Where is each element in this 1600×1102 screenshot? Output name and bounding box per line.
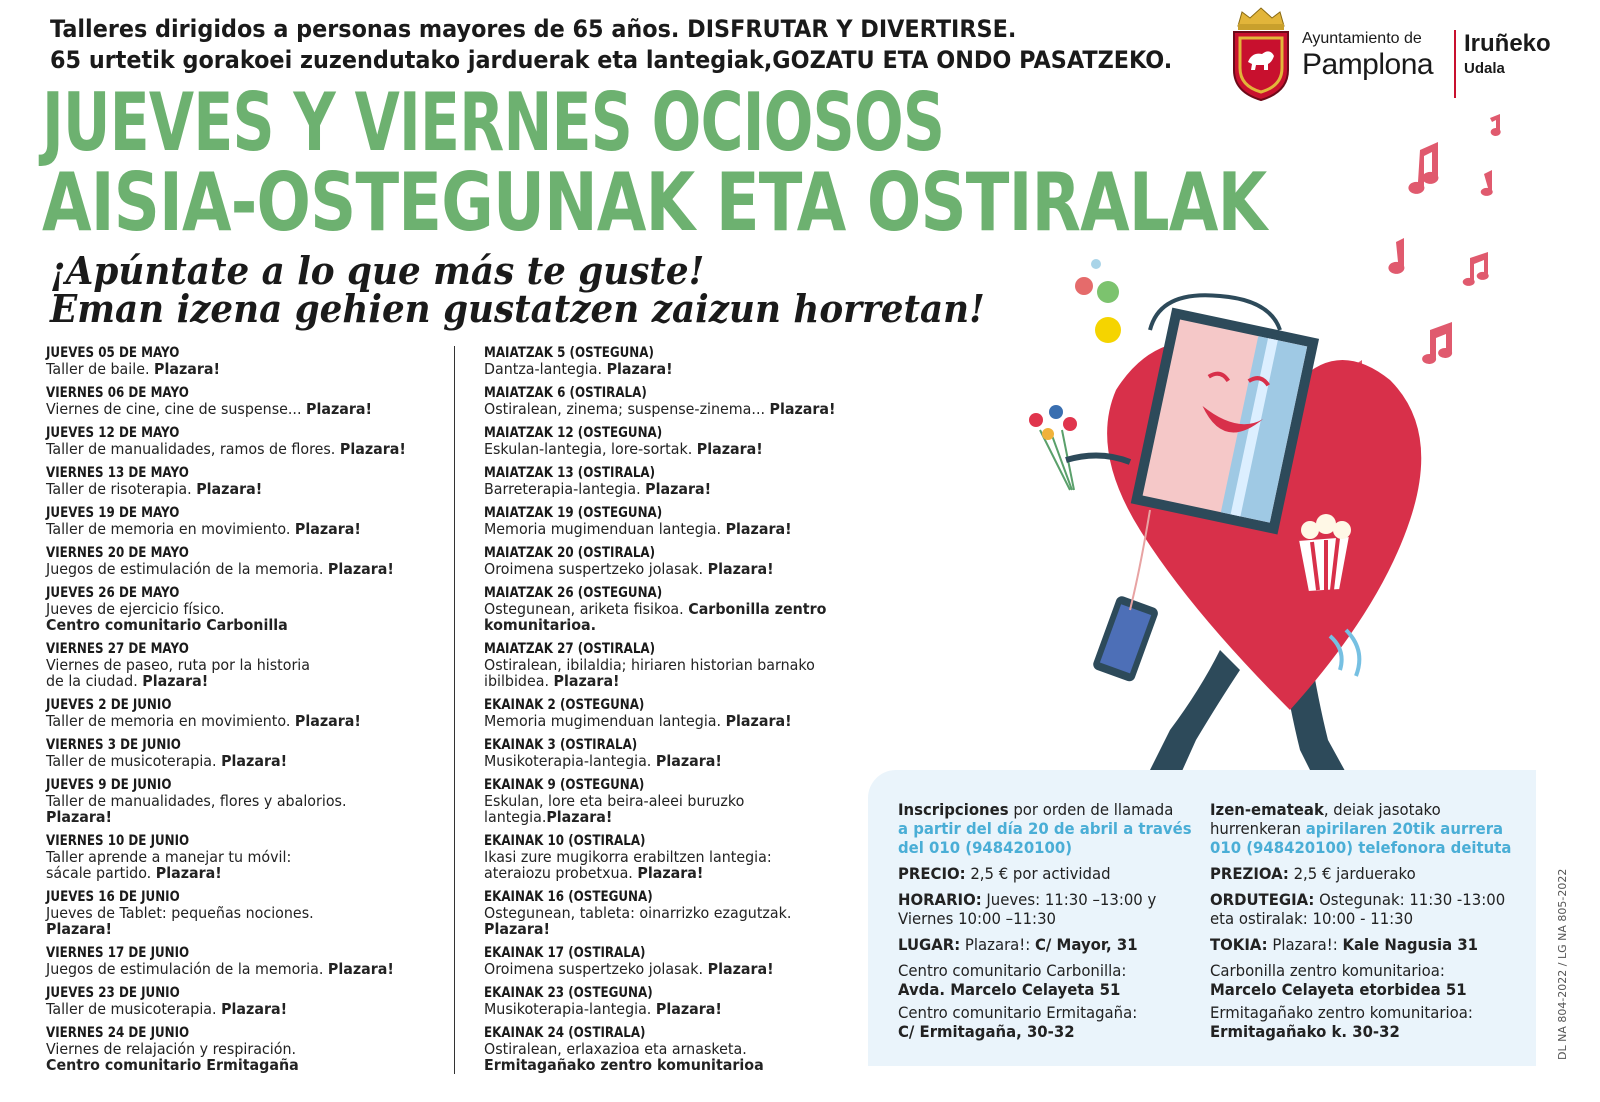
event-place: Plazara! (553, 672, 620, 690)
event-item (46, 346, 446, 386)
center-2-name: Centro comunitario Ermitagaña: (898, 1003, 1138, 1022)
place-label: LUGAR: (898, 935, 961, 954)
event-date: EKAINAK 24 (OSTIRALA) (484, 1025, 646, 1041)
event-item (484, 1026, 884, 1082)
event-date: EKAINAK 9 (OSTEGUNA) (484, 777, 645, 793)
event-description: Taller de manualidades, ramos de flores. Plazara! (46, 440, 406, 458)
event-item (46, 506, 446, 546)
event-description: Taller de musicoterapia. Plazara! (46, 752, 288, 770)
event-description: ateraiozu probetxua. Plazara! (484, 864, 704, 882)
insc-label: Inscripciones (898, 800, 1009, 819)
event-description: Musikoterapia-lantegia. Plazara! (484, 1000, 722, 1018)
main-title-es: JUEVES Y VIERNES OCIOSOS (42, 76, 945, 169)
event-description: Memoria mugimenduan lantegia. Plazara! (484, 520, 792, 538)
phone-icon (1092, 595, 1160, 683)
event-place: Plazara! (655, 1000, 722, 1018)
event-date: JUEVES 19 DE MAYO (46, 505, 180, 521)
event-item (46, 426, 446, 466)
center-2-address: C/ Ermitagaña, 30-32 (898, 1022, 1075, 1041)
event-date: VIERNES 17 DE JUNIO (46, 945, 190, 961)
event-place: Plazara! (484, 920, 551, 938)
schedule-label: ORDUTEGIA: (1210, 890, 1315, 909)
event-place: Carbonilla zentro (688, 600, 827, 618)
event-item (484, 426, 884, 466)
event-date: MAIATZAK 19 (OSTEGUNA) (484, 505, 663, 521)
event-description: sácale partido. Plazara! (46, 864, 222, 882)
event-item (484, 778, 884, 834)
event-place: Plazara! (725, 712, 792, 730)
event-place: Plazara! (46, 808, 113, 826)
event-date: MAIATZAK 12 (OSTEGUNA) (484, 425, 663, 441)
event-place: Plazara! (294, 520, 361, 538)
event-item (46, 834, 446, 890)
event-description: Taller aprende a manejar tu móvil: (46, 848, 292, 866)
insc-date: a partir del día 20 de abril a través (898, 819, 1192, 838)
event-item (46, 698, 446, 738)
event-description: Dantza-lantegia. Plazara! (484, 360, 673, 378)
event-place: Plazara! (707, 560, 774, 578)
logo-pamplona: Pamplona (1302, 48, 1434, 81)
event-place: Plazara! (327, 960, 394, 978)
event-description: Ikasi zure mugikorra erabiltzen lantegia: (484, 848, 772, 866)
intro-line-2: 65 urtetik gorakoei zuzendutako jarduerak eta lantegiak,GOZATU ETA ONDO PASATZEKO. (50, 46, 1173, 74)
event-description: Ostiralean, erlaxazioa eta arnasketa. (484, 1040, 747, 1058)
events-column-eu (484, 346, 884, 1082)
event-place: Plazara! (655, 752, 722, 770)
event-item (484, 890, 884, 946)
logo-udala: Udala (1464, 60, 1505, 77)
event-description: Taller de musicoterapia. Plazara! (46, 1000, 288, 1018)
event-item (46, 890, 446, 946)
event-item (46, 466, 446, 506)
event-date: VIERNES 06 DE MAYO (46, 385, 189, 401)
event-item (484, 586, 884, 642)
event-place: Plazara! (606, 360, 673, 378)
event-date: MAIATZAK 20 (OSTIRALA) (484, 545, 656, 561)
insc-text: , deiak jasotako (1323, 800, 1441, 819)
event-item (484, 466, 884, 506)
event-date: JUEVES 23 DE JUNIO (46, 985, 180, 1001)
event-place: Plazara! (221, 752, 288, 770)
place-address: Kale Nagusia 31 (1342, 935, 1479, 954)
event-date: JUEVES 26 DE MAYO (46, 585, 180, 601)
event-description: Taller de memoria en movimiento. Plazara! (46, 520, 361, 538)
center-1-address: Marcelo Celayeta etorbidea 51 (1210, 980, 1467, 999)
event-item (46, 586, 446, 642)
insc-phone: del 010 (948420100) (898, 838, 1073, 857)
schedule-line-2: Viernes 10:00 –11:30 (898, 909, 1056, 928)
event-description: Juegos de estimulación de la memoria. Plazara! (46, 560, 394, 578)
event-place: Plazara! (707, 960, 774, 978)
event-item (46, 946, 446, 986)
event-item (46, 546, 446, 586)
price-text: 2,5 € por actividad (965, 864, 1111, 883)
event-item (484, 506, 884, 546)
event-date: MAIATZAK 5 (OSTEGUNA) (484, 345, 654, 361)
event-place: Plazara! (637, 864, 704, 882)
schedule-line-2: eta ostiralak: 10:00 - 11:30 (1210, 909, 1414, 928)
main-title-eu: AISIA-OSTEGUNAK ETA OSTIRALAK (42, 156, 1267, 249)
insc-date: apirilaren 20tik aurrera (1305, 819, 1504, 838)
event-date: MAIATZAK 26 (OSTEGUNA) (484, 585, 663, 601)
event-date: VIERNES 13 DE MAYO (46, 465, 189, 481)
event-description: de la ciudad. Plazara! (46, 672, 209, 690)
event-date: EKAINAK 17 (OSTIRALA) (484, 945, 646, 961)
event-description: Taller de memoria en movimiento. Plazara! (46, 712, 361, 730)
center-1-address: Avda. Marcelo Celayeta 51 (898, 980, 1121, 999)
event-place: Ermitagañako zentro komunitarioa (484, 1056, 764, 1074)
intro-text (50, 14, 1172, 76)
event-place: Plazara! (546, 808, 613, 826)
event-description: Eskulan, lore eta beira-aleei buruzko (484, 792, 745, 810)
insc-label: Izen-emateak (1210, 800, 1324, 819)
event-date: MAIATZAK 27 (OSTIRALA) (484, 641, 656, 657)
event-item (46, 986, 446, 1026)
info-panel (868, 770, 1536, 1066)
slogan-eu: Eman izena gehien gustatzen zaizun horretan! (50, 286, 985, 331)
event-place: Plazara! (725, 520, 792, 538)
intro-line-1: Talleres dirigidos a personas mayores de 65 años. DISFRUTAR Y DIVERTIRSE. (50, 15, 1017, 43)
legal-deposit: DL NA 804-2022 / LG NA 805-2022 (1556, 868, 1569, 1060)
event-place: Plazara! (696, 440, 763, 458)
price-label: PRECIO: (898, 864, 966, 883)
event-date: VIERNES 24 DE JUNIO (46, 1025, 190, 1041)
insc-phone: 010 (948420100) telefonora deituta (1210, 838, 1512, 857)
schedule-label: HORARIO: (898, 890, 982, 909)
event-description: Taller de manualidades, flores y abalorios. (46, 792, 347, 810)
event-item (484, 986, 884, 1026)
event-item (484, 642, 884, 698)
place-text: Plazara!: (960, 935, 1036, 954)
event-place: Plazara! (339, 440, 406, 458)
event-place: Plazara! (154, 360, 221, 378)
insc-text-2: hurrenkeran (1210, 819, 1306, 838)
event-date: VIERNES 10 DE JUNIO (46, 833, 190, 849)
event-description: Jueves de ejercicio físico. (46, 600, 225, 618)
event-date: JUEVES 2 DE JUNIO (46, 697, 172, 713)
info-eu (1210, 800, 1510, 1048)
event-item (484, 346, 884, 386)
event-item (46, 778, 446, 834)
center-1-name: Centro comunitario Carbonilla: (898, 961, 1127, 980)
event-description: Viernes de paseo, ruta por la historia (46, 656, 310, 674)
event-place: Plazara! (306, 400, 373, 418)
place-label: TOKIA: (1210, 935, 1268, 954)
event-description: Memoria mugimenduan lantegia. Plazara! (484, 712, 792, 730)
event-date: EKAINAK 3 (OSTIRALA) (484, 737, 638, 753)
event-date: JUEVES 12 DE MAYO (46, 425, 180, 441)
center-2-address: Ermitagañako k. 30-32 (1210, 1022, 1400, 1041)
event-date: JUEVES 05 DE MAYO (46, 345, 180, 361)
event-description: Oroimena suspertzeko jolasak. Plazara! (484, 560, 774, 578)
logo-separator (1454, 30, 1456, 98)
coat-of-arms-icon (1228, 4, 1294, 102)
event-description: Juegos de estimulación de la memoria. Plazara! (46, 960, 394, 978)
event-date: VIERNES 20 DE MAYO (46, 545, 189, 561)
event-description: Viernes de relajación y respiración. (46, 1040, 297, 1058)
event-item (46, 738, 446, 778)
pamplona-logo (1228, 4, 1588, 104)
event-item (484, 834, 884, 890)
event-description: Taller de risoterapia. Plazara! (46, 480, 263, 498)
event-item (484, 546, 884, 586)
column-divider (454, 346, 455, 1074)
event-description: Oroimena suspertzeko jolasak. Plazara! (484, 960, 774, 978)
event-date: EKAINAK 16 (OSTEGUNA) (484, 889, 653, 905)
event-date: VIERNES 3 DE JUNIO (46, 737, 181, 753)
event-date: EKAINAK 2 (OSTEGUNA) (484, 697, 645, 713)
schedule-line-1: Ostegunak: 11:30 -13:00 (1314, 890, 1506, 909)
event-description: Ostegunean, ariketa fisikoa. Carbonilla zentro (484, 600, 827, 618)
center-1-name: Carbonilla zentro komunitarioa: (1210, 961, 1445, 980)
event-place: Plazara! (327, 560, 394, 578)
event-date: JUEVES 9 DE JUNIO (46, 777, 172, 793)
event-description: Ostiralean, ibilaldia; hiriaren historian barnako (484, 656, 815, 674)
slogan-es: ¡Apúntate a lo que más te guste! (50, 248, 705, 293)
event-place: Centro comunitario Ermitagaña (46, 1056, 299, 1074)
logo-ayuntamiento: Ayuntamiento de (1302, 30, 1422, 47)
event-place: Plazara! (769, 400, 836, 418)
schedule-line-1: Jueves: 11:30 –13:00 y (981, 890, 1157, 909)
event-item (484, 386, 884, 426)
event-item (46, 386, 446, 426)
event-date: JUEVES 16 DE JUNIO (46, 889, 180, 905)
event-place: Plazara! (142, 672, 209, 690)
place-text: Plazara!: (1267, 935, 1343, 954)
event-date: MAIATZAK 13 (OSTIRALA) (484, 465, 656, 481)
heart-character-illustration (1000, 90, 1560, 810)
slogan (50, 248, 985, 331)
event-description: Viernes de cine, cine de suspense... Plazara! (46, 400, 373, 418)
info-es (898, 800, 1198, 1048)
event-place: Plazara! (294, 712, 361, 730)
event-description: Ostiralean, zinema; suspense-zinema... Plazara! (484, 400, 836, 418)
flower-bouquet (1029, 405, 1077, 490)
event-description: Ostegunean, tableta: oinarrizko ezagutzak. (484, 904, 792, 922)
event-description: Eskulan-lantegia, lore-sortak. Plazara! (484, 440, 763, 458)
price-label: PREZIOA: (1210, 864, 1289, 883)
event-date: MAIATZAK 6 (OSTIRALA) (484, 385, 647, 401)
event-date: EKAINAK 10 (OSTIRALA) (484, 833, 646, 849)
event-date: EKAINAK 23 (OSTEGUNA) (484, 985, 653, 1001)
event-date: VIERNES 27 DE MAYO (46, 641, 189, 657)
event-description: Barreterapia-lantegia. Plazara! (484, 480, 712, 498)
event-item (46, 642, 446, 698)
event-description: lantegia.Plazara! (484, 808, 613, 826)
event-item (484, 738, 884, 778)
music-note-icon (1353, 114, 1501, 386)
event-place: Plazara! (645, 480, 712, 498)
event-place-cont: komunitarioa. (484, 616, 597, 634)
events-column-es (46, 346, 446, 1082)
event-item (484, 698, 884, 738)
event-description: Jueves de Tablet: pequeñas nociones. (46, 904, 314, 922)
event-place: Plazara! (221, 1000, 288, 1018)
event-place: Plazara! (155, 864, 222, 882)
price-text: 2,5 € jarduerako (1288, 864, 1416, 883)
event-item (484, 946, 884, 986)
insc-text: por orden de llamada (1008, 800, 1174, 819)
center-2-name: Ermitagañako zentro komunitarioa: (1210, 1003, 1473, 1022)
event-item (46, 1026, 446, 1082)
logo-iruneko: Iruñeko (1464, 30, 1551, 57)
event-description: ibilbidea. Plazara! (484, 672, 620, 690)
event-place: Plazara! (46, 920, 113, 938)
event-place: Centro comunitario Carbonilla (46, 616, 288, 634)
event-place: Plazara! (196, 480, 263, 498)
place-address: C/ Mayor, 31 (1035, 935, 1138, 954)
event-description: Musikoterapia-lantegia. Plazara! (484, 752, 722, 770)
event-description: Taller de baile. Plazara! (46, 360, 221, 378)
